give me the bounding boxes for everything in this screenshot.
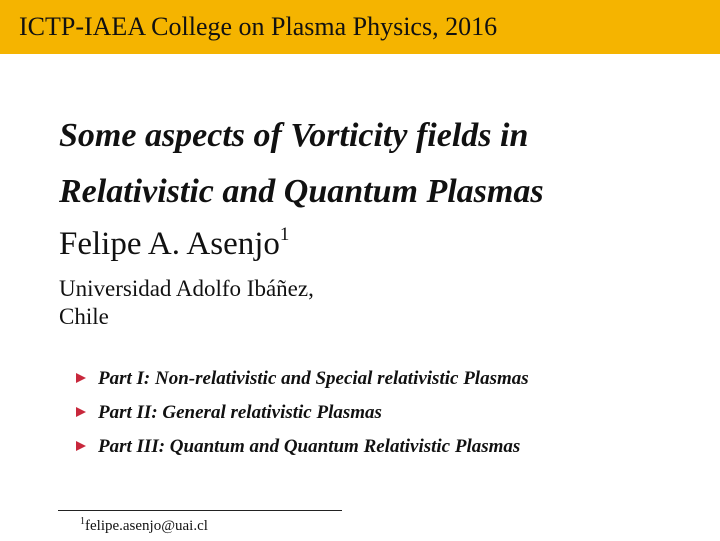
triangle-right-icon (76, 441, 86, 451)
title-line: Relativistic and Quantum Plasmas (59, 173, 544, 210)
header-banner (0, 0, 720, 54)
footnote-mark: 1 (80, 516, 85, 527)
parts-list-item (76, 398, 529, 432)
affiliation (59, 275, 314, 331)
banner-title: ICTP-IAEA College on Plasma Physics, 2016 (19, 12, 498, 41)
author-name (59, 224, 289, 264)
part-label: Part II: General relativistic Plasmas (98, 402, 382, 423)
part-label: Part I: Non-relativistic and Special relativistic Plasmas (98, 368, 529, 389)
affiliation-line: Chile (59, 304, 109, 329)
triangle-right-icon (76, 407, 86, 417)
footnote (80, 516, 208, 536)
author-footnote-mark: 1 (279, 224, 290, 245)
parts-list (76, 364, 529, 466)
slide-title (59, 108, 699, 220)
author-text: Felipe A. Asenjo (59, 226, 280, 262)
title-line: Some aspects of Vorticity fields in (59, 117, 529, 154)
parts-list-item (76, 364, 529, 398)
affiliation-line: Universidad Adolfo Ibáñez, (59, 276, 314, 301)
part-label: Part III: Quantum and Quantum Relativistic Plasmas (98, 436, 521, 457)
footnote-email: felipe.asenjo@uai.cl (85, 518, 208, 534)
footnote-rule (58, 510, 342, 511)
triangle-right-icon (76, 373, 86, 383)
parts-list-item (76, 432, 529, 466)
